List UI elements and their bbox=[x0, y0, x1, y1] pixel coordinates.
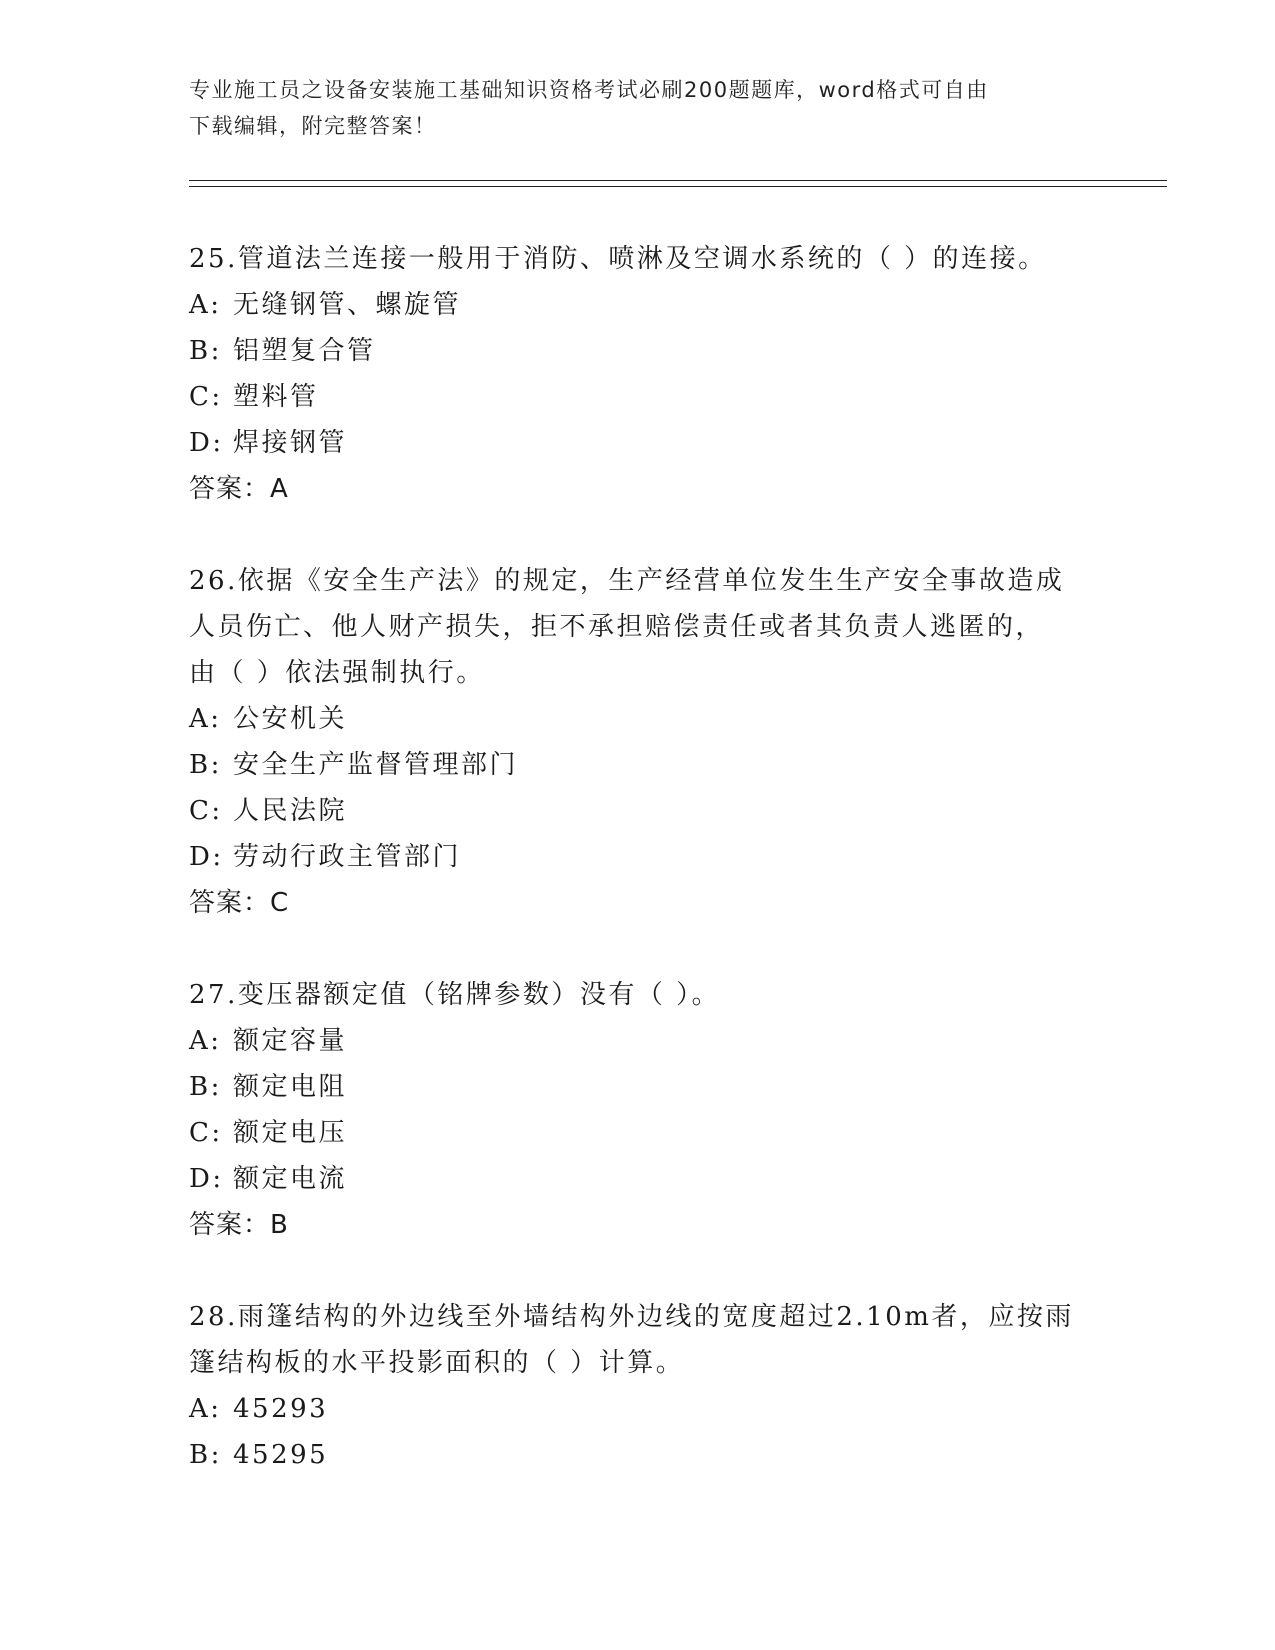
option-d bbox=[189, 834, 1089, 880]
option-letter: D: bbox=[189, 842, 224, 872]
option-a bbox=[189, 1018, 1089, 1064]
option-text: 安全生产监督管理部门 bbox=[233, 750, 519, 780]
question-stem: 27.变压器额定值（铭牌参数）没有（ ）。 bbox=[189, 980, 721, 1010]
option-b bbox=[189, 742, 1089, 788]
question-stem: 25.管道法兰连接一般用于消防、喷淋及空调水系统的（ ）的连接。 bbox=[189, 244, 1047, 274]
option-d bbox=[189, 1156, 1089, 1202]
option-text: 额定容量 bbox=[233, 1026, 348, 1056]
option-letter: B: bbox=[189, 1072, 222, 1102]
option-d bbox=[189, 420, 1089, 466]
option-letter: B: bbox=[189, 336, 222, 366]
option-a bbox=[189, 1386, 1089, 1432]
question-stem-line: 人员伤亡、他人财产损失，拒不承担赔偿责任或者其负责人逃匿的， bbox=[189, 612, 1045, 642]
option-text: 额定电流 bbox=[233, 1164, 348, 1194]
option-letter: A: bbox=[189, 1026, 222, 1056]
header-divider-top bbox=[189, 180, 1167, 181]
question-list bbox=[189, 236, 1089, 1524]
option-text: 劳动行政主管部门 bbox=[233, 842, 462, 872]
question-stem-line: 篷结构板的水平投影面积的（ ）计算。 bbox=[189, 1348, 685, 1378]
option-text: 人民法院 bbox=[233, 796, 348, 826]
option-text: 45295 bbox=[233, 1440, 329, 1470]
option-text: 塑料管 bbox=[233, 382, 319, 412]
option-b bbox=[189, 1432, 1089, 1478]
option-letter: A: bbox=[189, 290, 222, 320]
option-letter: D: bbox=[189, 1164, 224, 1194]
option-b bbox=[189, 1064, 1089, 1110]
answer-key: 答案：A bbox=[189, 474, 289, 504]
option-letter: D: bbox=[189, 428, 224, 458]
question-25 bbox=[189, 236, 1089, 512]
option-letter: B: bbox=[189, 750, 222, 780]
option-letter: C: bbox=[189, 382, 223, 412]
option-letter: C: bbox=[189, 1118, 223, 1148]
answer-key: 答案：B bbox=[189, 1210, 289, 1240]
header-line-1: 专业施工员之设备安装施工基础知识资格考试必刷200题题库，word格式可自由 bbox=[189, 78, 989, 102]
option-text: 45293 bbox=[233, 1394, 329, 1424]
option-text: 铝塑复合管 bbox=[233, 336, 376, 366]
question-stem-line: 由（ ）依法强制执行。 bbox=[189, 658, 485, 688]
option-letter: A: bbox=[189, 1394, 222, 1424]
option-text: 公安机关 bbox=[233, 704, 348, 734]
option-b bbox=[189, 328, 1089, 374]
option-c bbox=[189, 1110, 1089, 1156]
header-line-2: 下载编辑，附完整答案！ bbox=[189, 114, 437, 138]
question-26 bbox=[189, 558, 1089, 926]
answer-key: 答案：C bbox=[189, 888, 290, 918]
option-a bbox=[189, 282, 1089, 328]
question-stem-line: 28.雨篷结构的外边线至外墙结构外边线的宽度超过2.10m者，应按雨 bbox=[189, 1302, 1074, 1332]
option-c bbox=[189, 374, 1089, 420]
header-divider-bottom bbox=[189, 186, 1167, 187]
question-stem-line: 26.依据《安全生产法》的规定，生产经营单位发生生产安全事故造成 bbox=[189, 566, 1065, 596]
question-27 bbox=[189, 972, 1089, 1248]
option-text: 额定电压 bbox=[233, 1118, 348, 1148]
option-letter: A: bbox=[189, 704, 222, 734]
option-letter: B: bbox=[189, 1440, 222, 1470]
option-text: 焊接钢管 bbox=[233, 428, 348, 458]
document-header bbox=[189, 72, 1089, 144]
option-text: 无缝钢管、螺旋管 bbox=[233, 290, 462, 320]
option-letter: C: bbox=[189, 796, 223, 826]
option-c bbox=[189, 788, 1089, 834]
option-text: 额定电阻 bbox=[233, 1072, 348, 1102]
option-a bbox=[189, 696, 1089, 742]
question-28 bbox=[189, 1294, 1089, 1478]
